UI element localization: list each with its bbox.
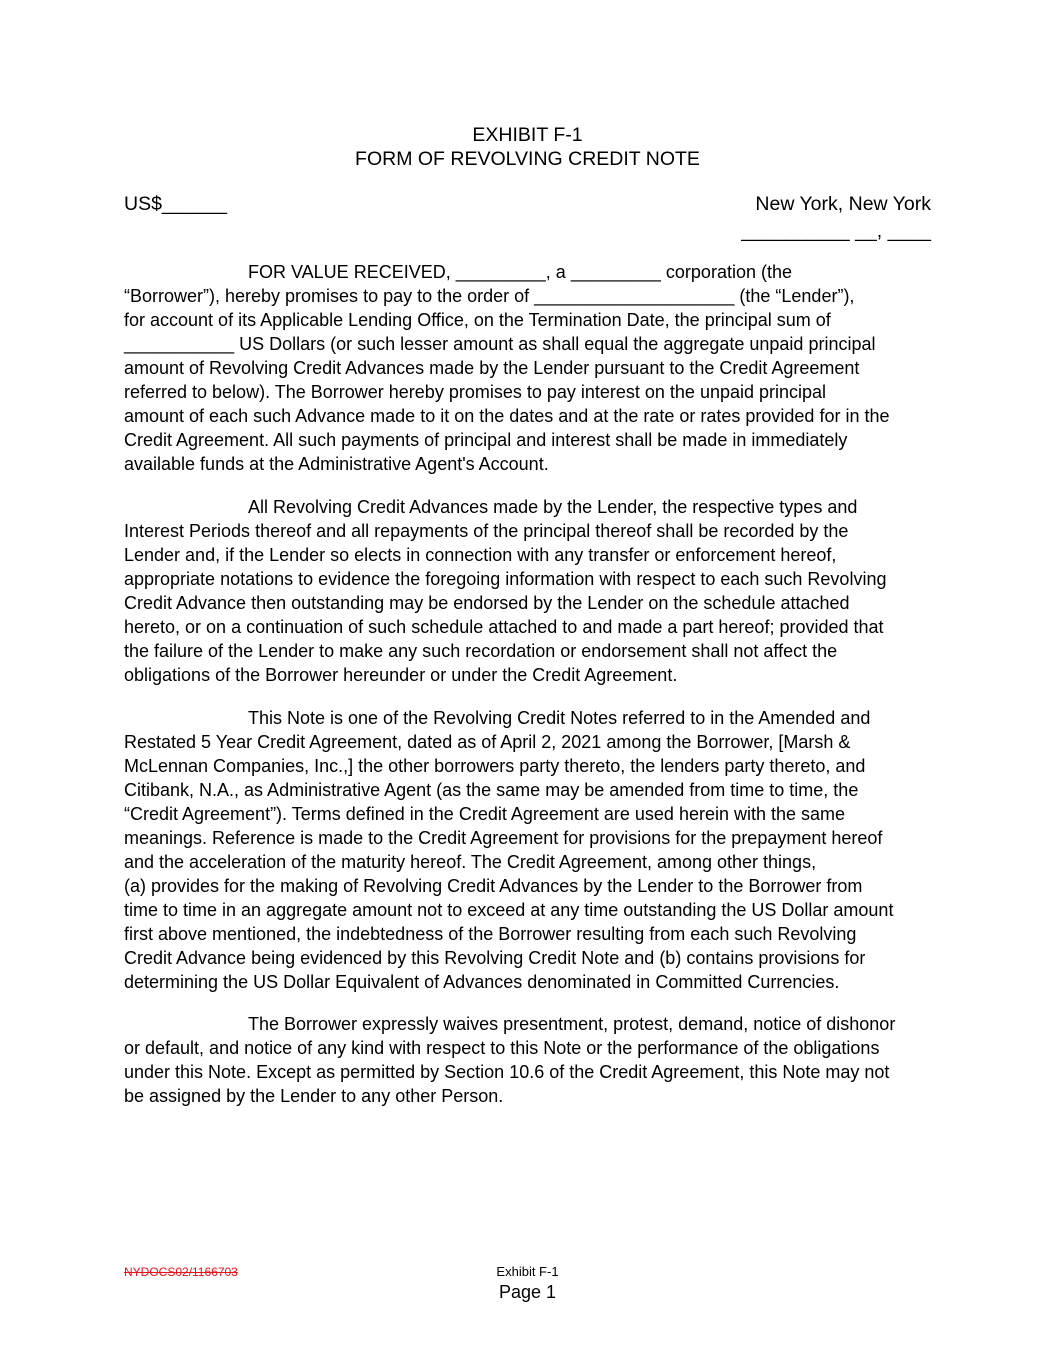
paragraph-line: and the acceleration of the maturity hereof. The Credit Agreement, among other things, — [124, 852, 817, 872]
paragraph-line: All Revolving Credit Advances made by the Lender, the respective types and — [248, 497, 858, 517]
paragraph-line: FOR VALUE RECEIVED, _________, a _________ corporation (the — [248, 262, 792, 282]
exhibit-heading: EXHIBIT F-1 — [472, 124, 583, 146]
paragraph-line: “Credit Agreement”). Terms defined in the Credit Agreement are used herein with the same — [124, 804, 846, 824]
paragraph-line: Credit Advance being evidenced by this Revolving Credit Note and (b) contains provisions for — [124, 948, 866, 968]
paragraph-waiver — [124, 1012, 932, 1108]
paragraph-line: meanings. Reference is made to the Credit Agreement for provisions for the prepayment hereof — [124, 828, 883, 848]
paragraph-line: Citibank, N.A., as Administrative Agent (as the same may be amended from time to time, the — [124, 780, 859, 800]
paragraph-line: under this Note. Except as permitted by Section 10.6 of the Credit Agreement, this Note may not — [124, 1062, 890, 1082]
paragraph-line: This Note is one of the Revolving Credit Notes referred to in the Amended and — [248, 708, 871, 728]
paragraph-line: be assigned by the Lender to any other Person. — [124, 1086, 504, 1106]
paragraph-line: or default, and notice of any kind with respect to this Note or the performance of the obligations — [124, 1038, 880, 1058]
paragraph-line: hereto, or on a continuation of such schedule attached to and made a part hereof; provided that — [124, 617, 884, 637]
paragraph-line: first above mentioned, the indebtedness of the Borrower resulting from each such Revolving — [124, 924, 857, 944]
paragraph-line: Credit Agreement. All such payments of principal and interest shall be made in immediately — [124, 430, 848, 450]
paragraph-line: Interest Periods thereof and all repayments of the principal thereof shall be recorded by the — [124, 521, 849, 541]
paragraph-line: for account of its Applicable Lending Office, on the Termination Date, the principal sum of — [124, 310, 831, 330]
paragraph-line: appropriate notations to evidence the foregoing information with respect to each such Revolving — [124, 569, 887, 589]
paragraph-line: amount of Revolving Credit Advances made by the Lender pursuant to the Credit Agreement — [124, 358, 860, 378]
paragraph-line: amount of each such Advance made to it on the dates and at the rate or rates provided for in the — [124, 406, 890, 426]
paragraph-line: McLennan Companies, Inc.,] the other borrowers party thereto, the lenders party thereto, and — [124, 756, 866, 776]
paragraph-line: time to time in an aggregate amount not to exceed at any time outstanding the US Dollar amount — [124, 900, 894, 920]
paragraph-line: The Borrower expressly waives presentment, protest, demand, notice of dishonor — [248, 1014, 896, 1034]
page-number: Page 1 — [498, 1282, 557, 1302]
note-amount: US$______ — [124, 193, 228, 215]
document-id: NYDOCS02/1166703 — [124, 1265, 238, 1279]
paragraph-line: (a) provides for the making of Revolving Credit Advances by the Lender to the Borrower from — [124, 876, 863, 896]
note-date: __________ __, ____ — [741, 220, 931, 242]
paragraph-credit-agreement — [124, 706, 932, 994]
paragraph-line: “Borrower”), hereby promises to pay to the order of ____________________ (the “Lender”), — [124, 286, 855, 306]
paragraph-line: determining the US Dollar Equivalent of Advances denominated in Committed Currencies. — [124, 972, 840, 992]
paragraph-line: obligations of the Borrower hereunder or under the Credit Agreement. — [124, 665, 678, 685]
paragraph-value-received — [124, 260, 932, 476]
footer-exhibit-label: Exhibit F-1 — [496, 1264, 559, 1279]
form-title: FORM OF REVOLVING CREDIT NOTE — [355, 148, 700, 170]
paragraph-line: available funds at the Administrative Agent's Account. — [124, 454, 549, 474]
paragraph-line: Restated 5 Year Credit Agreement, dated as of April 2, 2021 among the Borrower, [Marsh & — [124, 732, 851, 752]
paragraph-line: Lender and, if the Lender so elects in connection with any transfer or enforcement hereof, — [124, 545, 837, 565]
paragraph-advances-recording — [124, 495, 932, 687]
paragraph-line: referred to below). The Borrower hereby promises to pay interest on the unpaid principal — [124, 382, 827, 402]
paragraph-line: the failure of the Lender to make any such recordation or endorsement shall not affect the — [124, 641, 838, 661]
paragraph-line: ___________ US Dollars (or such lesser amount as shall equal the aggregate unpaid principal — [124, 334, 876, 354]
paragraph-line: Credit Advance then outstanding may be endorsed by the Lender on the schedule attached — [124, 593, 850, 613]
note-place: New York, New York — [755, 193, 931, 215]
